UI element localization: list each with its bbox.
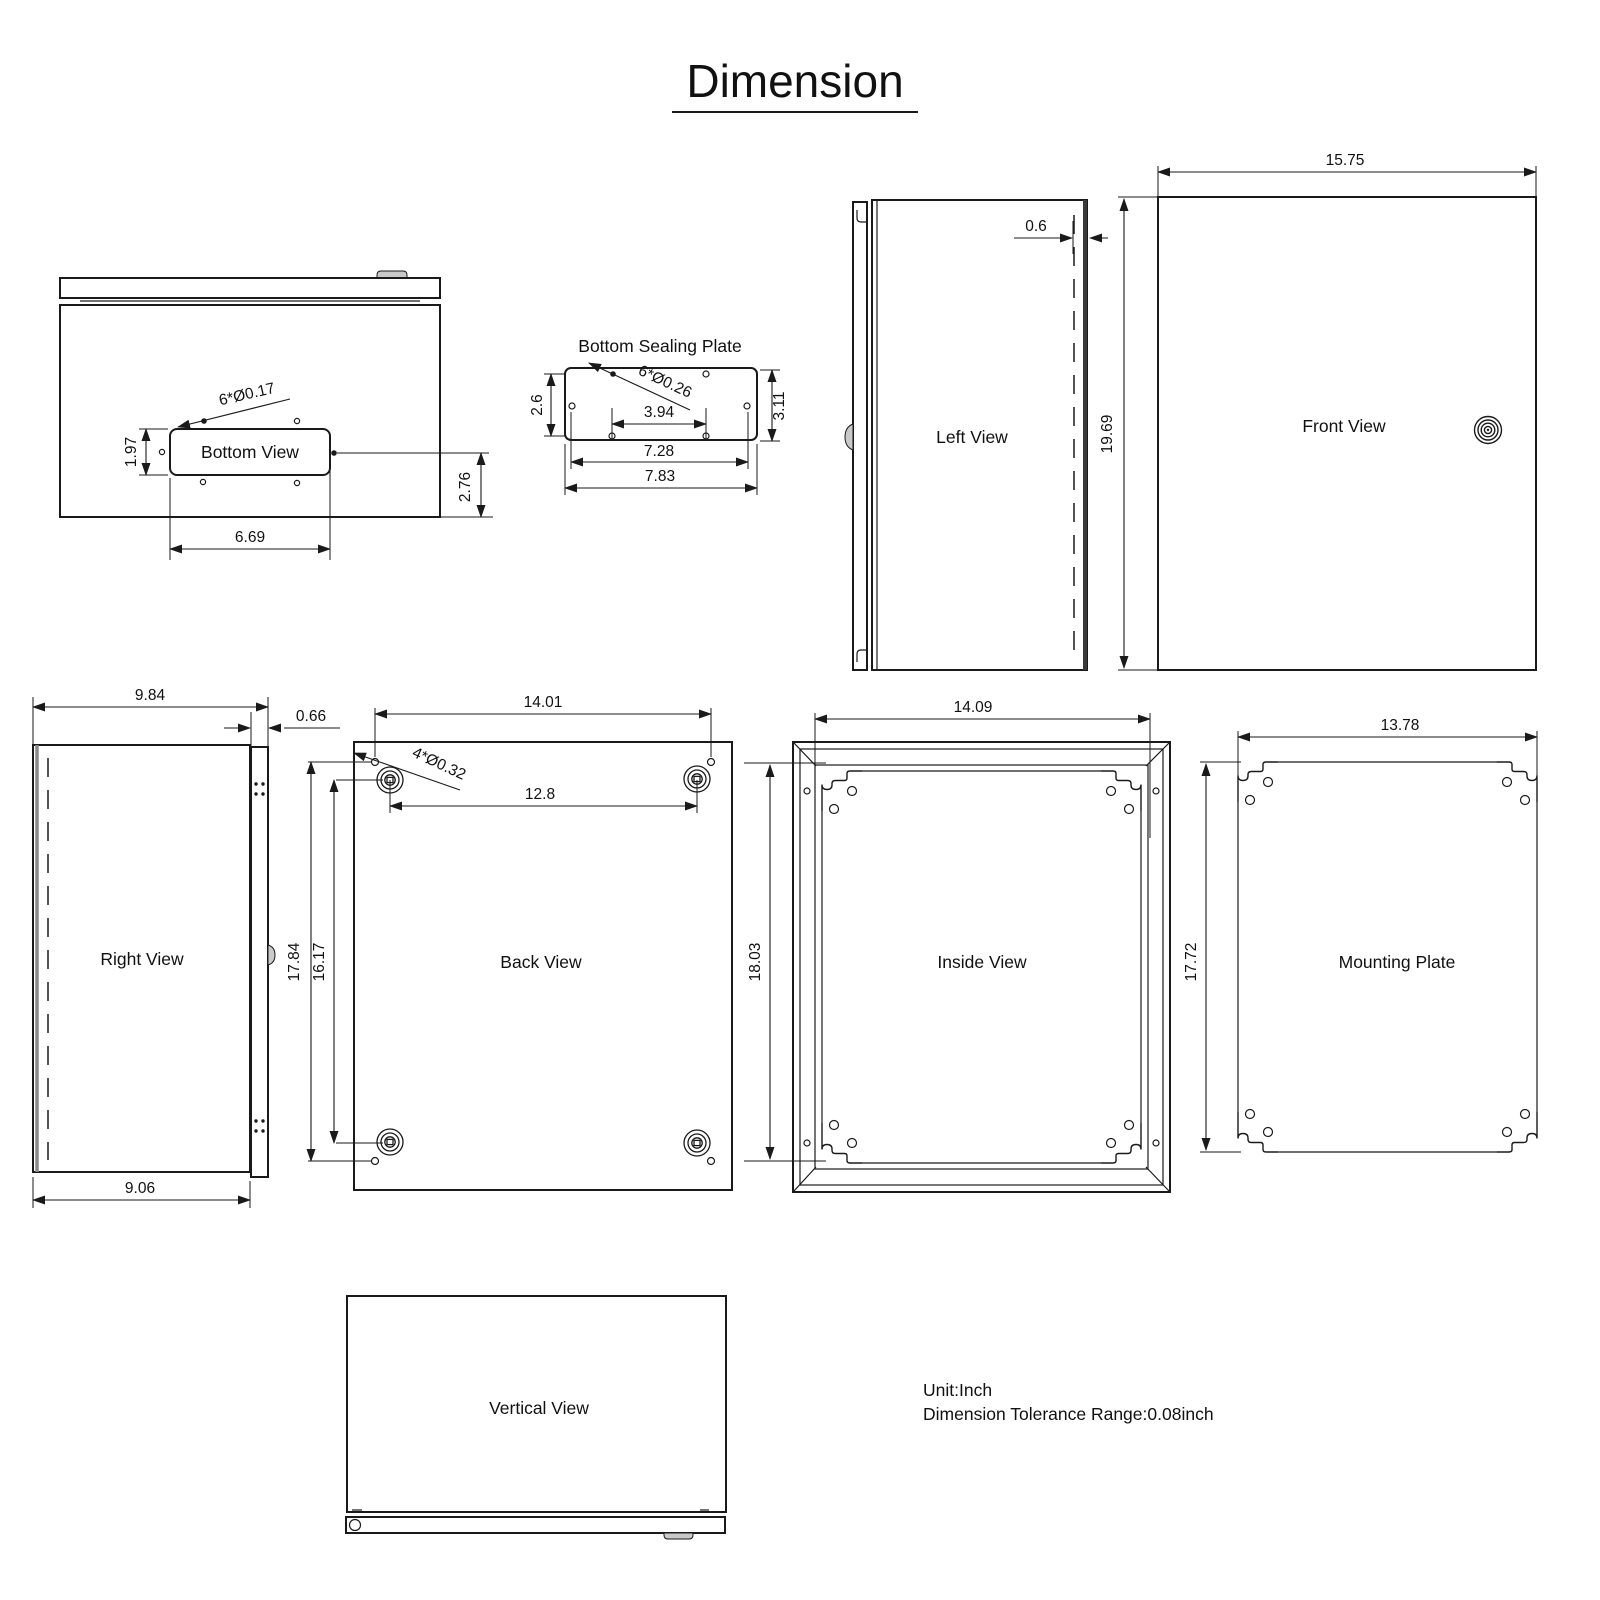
left-view-label: Left View xyxy=(936,427,1008,447)
door-edge-strip-right xyxy=(251,747,268,1177)
dim-offset-right: 2.76 xyxy=(457,471,474,503)
tolerance-note: Dimension Tolerance Range:0.08inch xyxy=(923,1404,1214,1424)
dim-cutout-width: 6.69 xyxy=(234,529,266,546)
dim-opening-width: 14.09 xyxy=(953,699,993,716)
page-title-group xyxy=(672,55,918,112)
hinge-dots-bottom xyxy=(254,1119,264,1132)
dim-body-height: 19.69 xyxy=(1099,414,1116,454)
front-view-label: Front View xyxy=(1302,416,1386,436)
unit-note: Unit:Inch xyxy=(923,1380,993,1400)
bottom-sealing-plate xyxy=(529,336,788,495)
drawing-notes xyxy=(923,1380,1214,1424)
dim-boss-spacing-v: 16.17 xyxy=(311,942,328,982)
inside-view xyxy=(744,699,1170,1192)
lid-tab xyxy=(377,271,407,278)
dim-plate-height: 17.72 xyxy=(1183,942,1200,982)
back-view xyxy=(286,694,732,1190)
front-view xyxy=(1158,152,1536,670)
dim-depth-top: 9.84 xyxy=(134,687,166,704)
left-view xyxy=(845,197,1167,670)
page-title: Dimension xyxy=(686,55,904,107)
door-top-strip xyxy=(346,1517,725,1533)
dim-hole-spacing-h: 14.01 xyxy=(523,694,563,711)
dim-hole-spacing-v: 17.84 xyxy=(286,942,303,982)
dim-boss-spacing-h: 12.8 xyxy=(524,786,556,803)
lock-knob xyxy=(845,424,853,450)
dim-door-inset: 0.6 xyxy=(1025,218,1047,235)
door-edge-strip xyxy=(853,202,867,670)
dim-outer-hole-spacing: 7.28 xyxy=(643,443,675,460)
lid-tab-vertical xyxy=(664,1533,693,1539)
right-view-label: Right View xyxy=(100,949,184,969)
inside-view-label: Inside View xyxy=(937,952,1027,972)
dim-inner-hole-spacing: 3.94 xyxy=(643,404,675,421)
lid-strip xyxy=(60,278,440,298)
bottom-view xyxy=(60,271,493,560)
hinge-dots-top xyxy=(254,782,264,795)
dim-body-width: 15.75 xyxy=(1325,152,1365,169)
vertical-view xyxy=(346,1296,726,1539)
hinge-barrel xyxy=(350,1520,361,1531)
lock-icon xyxy=(1475,417,1502,444)
dim-plate-height: 3.11 xyxy=(771,391,788,421)
vertical-view-label: Vertical View xyxy=(489,1398,589,1418)
bottom-view-label: Bottom View xyxy=(201,442,299,462)
dim-door-thickness: 0.66 xyxy=(295,708,327,725)
dim-cutout-height: 1.97 xyxy=(123,436,140,468)
back-hole-callout: 4*Ø0.32 xyxy=(409,744,469,784)
dim-opening-height: 18.03 xyxy=(747,942,764,982)
sealing-hole-callout: 6*Ø0.26 xyxy=(635,362,695,402)
dim-hole-row-height: 2.6 xyxy=(529,394,546,416)
dim-depth-bottom: 9.06 xyxy=(124,1180,156,1197)
hole-callout: 6*Ø0.17 xyxy=(217,379,277,410)
lock-knob-right xyxy=(268,945,275,965)
back-view-label: Back View xyxy=(500,952,582,972)
sealing-plate-title: Bottom Sealing Plate xyxy=(578,336,742,356)
mounting-plate xyxy=(1183,717,1537,1152)
mounting-plate-label: Mounting Plate xyxy=(1338,952,1456,972)
dim-plate-width: 13.78 xyxy=(1380,717,1420,734)
dim-plate-width: 7.83 xyxy=(644,468,676,485)
bottom-body xyxy=(60,305,440,517)
